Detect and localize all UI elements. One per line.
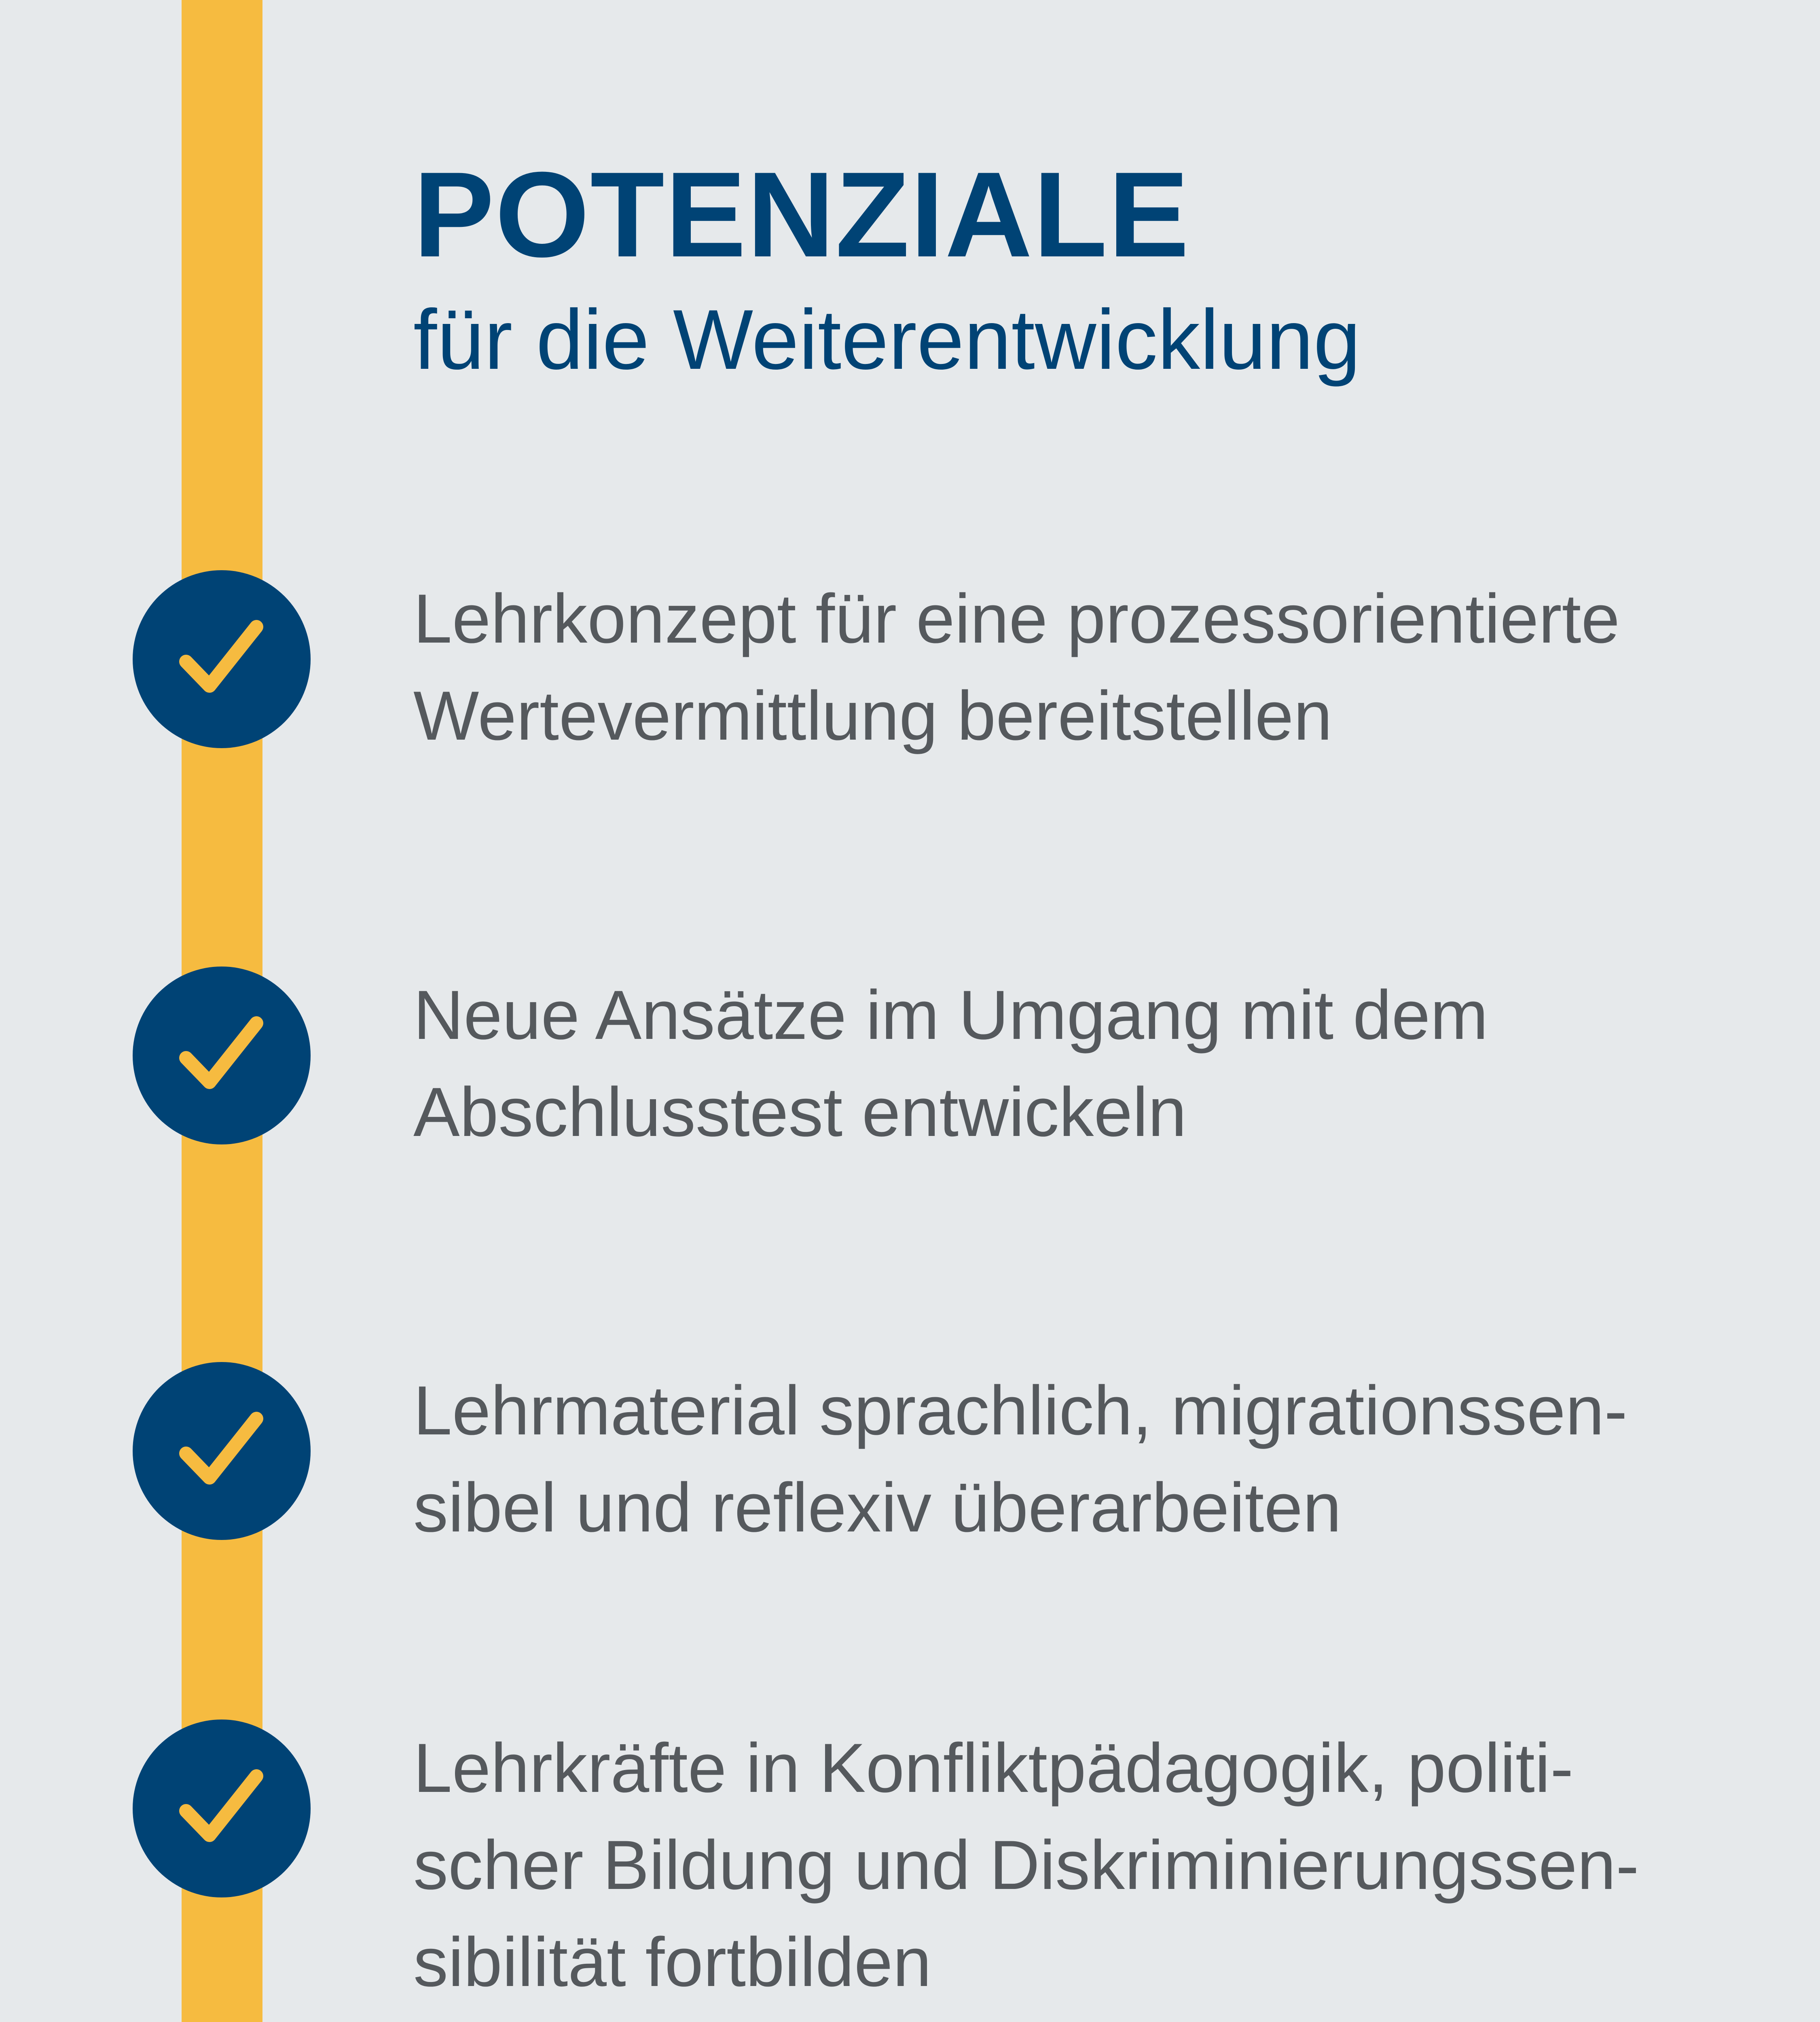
checkmark-icon xyxy=(133,570,311,748)
page-title: POTENZIALE xyxy=(413,146,1190,282)
item-text: Lehrkräfte in Konfliktpädagogik, politi- scher Bildung und Diskriminierungssen- sibilität fortbilden xyxy=(413,1729,1639,2001)
checkmark-icon xyxy=(133,1362,311,1540)
header xyxy=(413,148,1748,390)
checkmark-icon xyxy=(133,967,311,1144)
page-subtitle: für die Weiterentwicklung xyxy=(413,292,1361,387)
item-text: Lehrkonzept für eine prozessorientierte Wertevermittlung bereitstellen xyxy=(413,580,1620,755)
item-text: Lehrmaterial sprachlich, migrationssen- sibel und reflexiv überarbeiten xyxy=(413,1372,1627,1546)
checkmark-icon xyxy=(133,1720,311,1897)
item-text: Neue Ansätze im Umgang mit dem Abschlusstest entwickeln xyxy=(413,976,1488,1151)
